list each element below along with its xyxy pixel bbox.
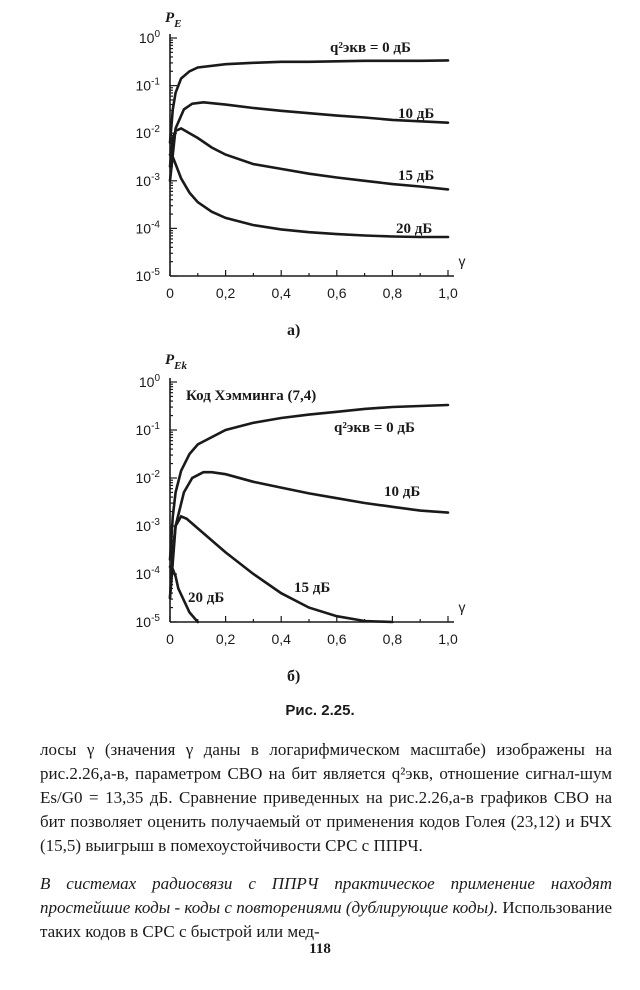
paragraph-2-rest: Использование таких кодов в СРС с быстрой или мед- <box>40 898 613 941</box>
y-axis-label: $P_E$ <box>165 10 182 30</box>
y-tick-label: $10^0$ <box>138 373 160 390</box>
curve-label: q²экв = 0 дБ <box>334 420 415 436</box>
paragraph-2 <box>40 872 612 944</box>
series-line <box>170 516 392 622</box>
series-line <box>170 60 448 142</box>
chart-annotation: Код Хэмминга (7,4) <box>186 388 317 404</box>
page-number: 118 <box>309 941 331 957</box>
curve-label: q²экв = 0 дБ <box>330 40 411 56</box>
x-tick-label: 0,6 <box>327 285 347 301</box>
y-tick-label: $10^{-3}$ <box>135 517 160 534</box>
curve-label: 15 дБ <box>398 168 435 184</box>
y-tick-label: $10^{-5}$ <box>135 267 160 284</box>
panel-label-a: а) <box>287 322 301 339</box>
x-tick-label: 0,8 <box>382 285 403 301</box>
x-tick-label: 0,2 <box>215 285 236 301</box>
y-axis-label: $P_{Ek}$ <box>165 352 188 372</box>
curve-label: 10 дБ <box>384 484 421 500</box>
x-tick-label: 0,8 <box>382 631 403 647</box>
x-tick-label: 0,4 <box>271 631 291 647</box>
x-tick-label: 1,0 <box>438 631 458 647</box>
y-tick-label: $10^{-3}$ <box>135 171 160 189</box>
y-tick-label: $10^{-1}$ <box>135 421 160 438</box>
chart-a <box>0 0 640 340</box>
curve-label: 20 дБ <box>188 590 225 606</box>
paragraph-2-italic: В системах радиосвязи с ППРЧ практическое применение находят простейшие коды - коды с повторениями (дублирующие коды). <box>40 874 612 917</box>
x-tick-label: 0,6 <box>327 631 347 647</box>
panel-label-b: б) <box>287 668 301 685</box>
curve-label: 10 дБ <box>398 106 435 122</box>
y-tick-label: $10^{-4}$ <box>135 219 160 237</box>
y-tick-label: $10^{-2}$ <box>135 469 160 486</box>
x-tick-label: 0,2 <box>215 631 236 647</box>
y-tick-label: $10^{-4}$ <box>135 565 160 582</box>
figure-caption: Рис. 2.25. <box>285 702 355 719</box>
chart-b <box>0 340 640 670</box>
curve-label: 15 дБ <box>294 580 331 596</box>
y-tick-label: $10^0$ <box>138 29 160 46</box>
body-paragraph-1 <box>40 738 612 858</box>
curve-label: 20 дБ <box>396 221 433 237</box>
x-tick-label: 0 <box>166 631 174 647</box>
body-paragraph-2 <box>40 872 612 944</box>
x-tick-label: 0,4 <box>271 285 291 301</box>
paragraph-1-text: лосы γ (значения γ даны в логарифмическом масштабе) изображены на рис.2.26,а-в, параметром СВО на бит является q²экв, отношение сигнал-шум Es/G0 = 13,35 дБ. Сравнение приведенных на рис.2.26,а-в графиков СВО на бит позволяет оценить получаемый от применения кодов Голея (23,12) и БЧХ (15,5) выигрыш в помехоустойчивости СРС с ППРЧ. <box>40 740 612 855</box>
x-tick-label: 1,0 <box>438 285 458 301</box>
x-axis-label: γ <box>458 253 466 269</box>
y-tick-label: $10^{-2}$ <box>135 124 160 142</box>
x-axis-label: γ <box>458 599 466 615</box>
x-tick-label: 0 <box>166 285 174 301</box>
y-tick-label: $10^{-1}$ <box>135 76 160 94</box>
y-tick-label: $10^{-5}$ <box>135 613 160 630</box>
